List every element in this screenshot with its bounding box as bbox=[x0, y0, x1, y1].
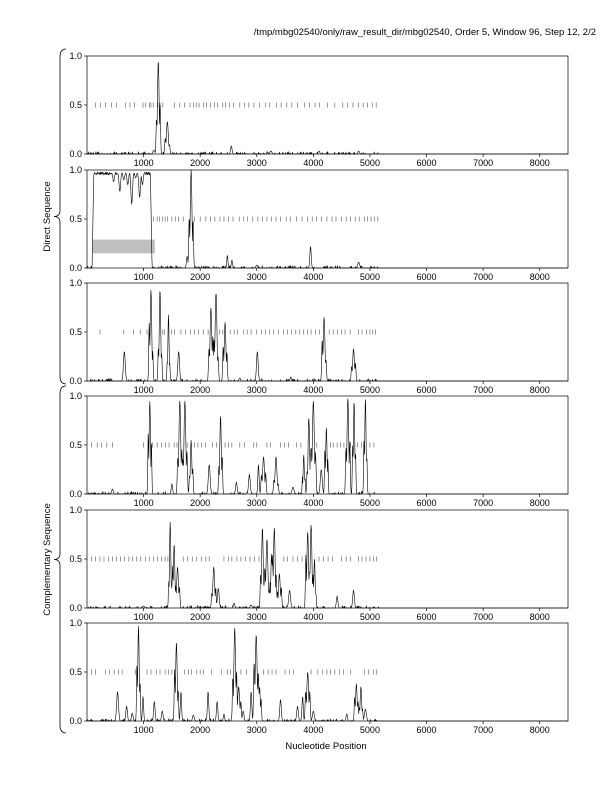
x-tick-label: 3000 bbox=[246, 498, 267, 508]
x-tick-label: 6000 bbox=[416, 612, 437, 622]
panels bbox=[69, 51, 568, 735]
y-tick-label: 0.5 bbox=[69, 327, 82, 337]
y-tick-label: 0.0 bbox=[69, 716, 82, 726]
x-tick-label: 6000 bbox=[416, 385, 437, 395]
y-tick-label: 0.0 bbox=[69, 489, 82, 499]
group-brackets bbox=[42, 49, 66, 733]
x-tick-label: 6000 bbox=[416, 725, 437, 735]
x-tick-label: 4000 bbox=[303, 498, 324, 508]
y-tick-label: 1.0 bbox=[69, 505, 82, 515]
x-tick-label: 7000 bbox=[473, 272, 494, 282]
panel-2 bbox=[69, 165, 568, 282]
y-tick-label: 0.0 bbox=[69, 263, 82, 273]
y-tick-label: 0.5 bbox=[69, 554, 82, 564]
x-tick-label: 1000 bbox=[133, 612, 154, 622]
x-tick-label: 6000 bbox=[416, 158, 437, 168]
x-tick-label: 8000 bbox=[529, 498, 550, 508]
x-tick-label: 3000 bbox=[246, 158, 267, 168]
threshold-ticks bbox=[92, 670, 377, 675]
threshold-ticks bbox=[95, 103, 376, 108]
x-tick-label: 2000 bbox=[190, 725, 211, 735]
panel-3 bbox=[69, 278, 568, 395]
x-tick-label: 5000 bbox=[359, 385, 380, 395]
y-tick-label: 1.0 bbox=[69, 391, 82, 401]
x-tick-label: 7000 bbox=[473, 725, 494, 735]
plot-frame bbox=[87, 396, 568, 494]
direct-sequence-label: Direct Sequence bbox=[42, 181, 53, 252]
series-line bbox=[87, 63, 568, 154]
x-tick-label: 8000 bbox=[529, 385, 550, 395]
x-tick-label: 6000 bbox=[416, 498, 437, 508]
panel-5 bbox=[69, 505, 568, 622]
plot-frame bbox=[87, 623, 568, 721]
x-tick-label: 6000 bbox=[416, 272, 437, 282]
x-tick-label: 7000 bbox=[473, 498, 494, 508]
x-tick-label: 5000 bbox=[359, 612, 380, 622]
y-tick-label: 0.5 bbox=[69, 667, 82, 677]
chart-title: /tmp/mbg02540/only/raw_result_dir/mbg02540, Order 5, Window 96, Step 12, 2/2 bbox=[253, 27, 596, 38]
y-tick-label: 0.5 bbox=[69, 440, 82, 450]
series-line bbox=[87, 626, 568, 721]
panel-1 bbox=[69, 51, 568, 168]
x-tick-label: 8000 bbox=[529, 612, 550, 622]
threshold-ticks bbox=[92, 557, 377, 562]
threshold-ticks bbox=[154, 217, 378, 222]
x-tick-label: 4000 bbox=[303, 158, 324, 168]
x-tick-label: 2000 bbox=[190, 272, 211, 282]
x-tick-label: 7000 bbox=[473, 385, 494, 395]
x-tick-label: 5000 bbox=[359, 725, 380, 735]
x-tick-label: 8000 bbox=[529, 158, 550, 168]
panel-6 bbox=[69, 618, 568, 735]
threshold-ticks bbox=[100, 330, 376, 335]
y-tick-label: 1.0 bbox=[69, 51, 82, 61]
x-tick-label: 1000 bbox=[133, 498, 154, 508]
x-tick-label: 1000 bbox=[133, 158, 154, 168]
x-tick-label: 2000 bbox=[190, 158, 211, 168]
direct-sequence-bracket bbox=[54, 49, 66, 384]
x-tick-label: 3000 bbox=[246, 612, 267, 622]
x-tick-label: 3000 bbox=[246, 725, 267, 735]
y-tick-label: 1.0 bbox=[69, 165, 82, 175]
y-tick-label: 0.5 bbox=[69, 214, 82, 224]
y-tick-label: 0.0 bbox=[69, 603, 82, 613]
y-tick-label: 0.5 bbox=[69, 100, 82, 110]
x-tick-label: 7000 bbox=[473, 158, 494, 168]
x-tick-label: 8000 bbox=[529, 725, 550, 735]
y-tick-label: 0.0 bbox=[69, 376, 82, 386]
x-tick-label: 2000 bbox=[190, 498, 211, 508]
panel-4 bbox=[69, 391, 568, 508]
x-tick-label: 5000 bbox=[359, 158, 380, 168]
threshold-ticks bbox=[92, 443, 374, 448]
complementary-sequence-bracket bbox=[54, 386, 66, 733]
x-tick-label: 4000 bbox=[303, 385, 324, 395]
x-tick-label: 5000 bbox=[359, 272, 380, 282]
y-tick-label: 1.0 bbox=[69, 618, 82, 628]
x-tick-label: 7000 bbox=[473, 612, 494, 622]
y-tick-label: 1.0 bbox=[69, 278, 82, 288]
x-tick-label: 8000 bbox=[529, 272, 550, 282]
plot-frame bbox=[87, 510, 568, 608]
x-tick-label: 1000 bbox=[133, 272, 154, 282]
series-line bbox=[87, 399, 568, 494]
series-line bbox=[87, 522, 568, 608]
series-line bbox=[87, 290, 568, 381]
x-tick-label: 2000 bbox=[190, 612, 211, 622]
x-tick-label: 4000 bbox=[303, 612, 324, 622]
x-tick-label: 4000 bbox=[303, 725, 324, 735]
x-tick-label: 2000 bbox=[190, 385, 211, 395]
x-tick-label: 5000 bbox=[359, 498, 380, 508]
complementary-sequence-label: Complementary Sequence bbox=[42, 503, 53, 616]
highlight-region bbox=[93, 240, 155, 254]
x-tick-label: 1000 bbox=[133, 385, 154, 395]
x-tick-label: 3000 bbox=[246, 385, 267, 395]
x-axis-label: Nucleotide Position bbox=[285, 741, 367, 752]
x-tick-label: 4000 bbox=[303, 272, 324, 282]
x-tick-label: 1000 bbox=[133, 725, 154, 735]
y-tick-label: 0.0 bbox=[69, 149, 82, 159]
x-tick-label: 3000 bbox=[246, 272, 267, 282]
